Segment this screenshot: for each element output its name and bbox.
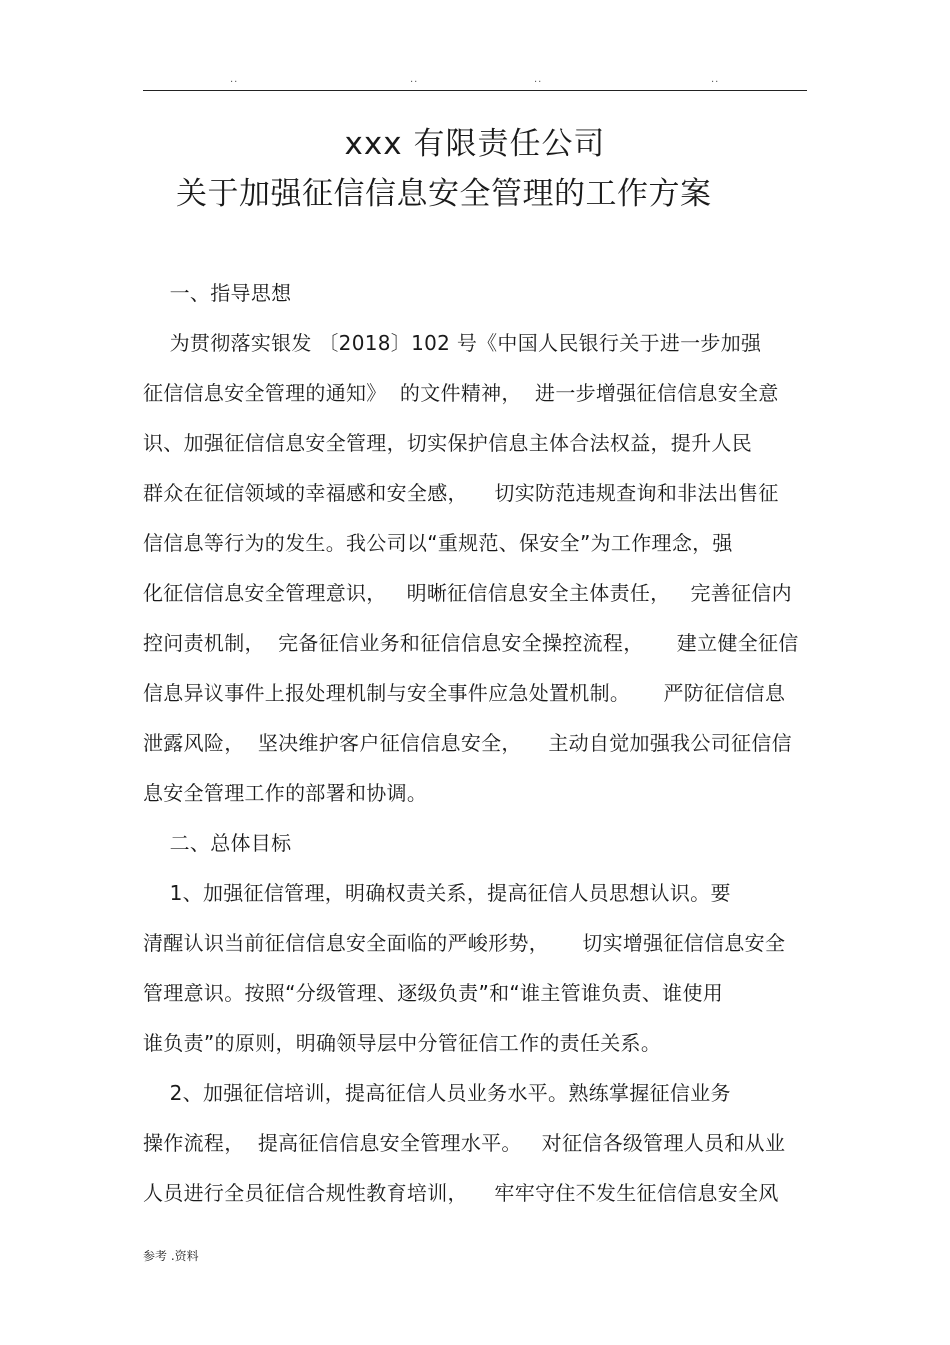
paragraph-line: 泄露风险， 坚决维护客户征信信息安全， 主动自觉加强我公司征信信	[143, 731, 792, 755]
page-header-dots	[0, 74, 950, 88]
paragraph-line: 控问责机制， 完备征信业务和征信信息安全操控流程， 建立健全征信	[143, 631, 799, 655]
paragraph-line: 管理意识。按照“分级管理、逐级负责”和“谁主管谁负责、谁使用	[143, 981, 724, 1005]
paragraph-line: 1、加强征信管理，明确权责关系，提高征信人员思想认识。要	[143, 881, 731, 905]
paragraph-line: 清醒认识当前征信信息安全面临的严峻形势， 切实增强征信信息安全	[143, 931, 786, 955]
header-dot-4: ..	[711, 74, 720, 85]
paragraph-line: 信信息等行为的发生。我公司以“重规范、保安全”为工作理念，强	[143, 531, 733, 555]
paragraph-line: 征信信息安全管理的通知》 的文件精神， 进一步增强征信信息安全意	[143, 381, 779, 405]
page-footer-label: 参考 .资料	[143, 1249, 199, 1263]
paragraph-line: 化征信信息安全管理意识， 明晰征信信息安全主体责任， 完善征信内	[143, 581, 792, 605]
document-title-subject: 关于加强征信信息安全管理的工作方案	[176, 176, 712, 212]
paragraph-line: 识、加强征信信息安全管理，切实保护信息主体合法权益，提升人民	[143, 431, 752, 455]
header-divider	[143, 90, 807, 91]
document-title-company: xxx 有限责任公司	[344, 126, 606, 162]
paragraph-line: 群众在征信领域的幸福感和安全感， 切实防范违规查询和非法出售征	[143, 481, 779, 505]
section-heading-overall-goals: 二、总体目标	[143, 831, 292, 855]
paragraph-line: 为贯彻落实银发 〔2018〕102 号《中国人民银行关于进一步加强	[143, 331, 762, 355]
section-heading-guiding-ideology: 一、指导思想	[143, 281, 292, 305]
paragraph-line: 信息异议事件上报处理机制与安全事件应急处置机制。 严防征信信息	[143, 681, 786, 705]
paragraph-line: 谁负责”的原则，明确领导层中分管征信工作的责任关系。	[143, 1031, 662, 1055]
paragraph-line: 操作流程， 提高征信信息安全管理水平。 对征信各级管理人员和从业	[143, 1131, 786, 1155]
header-dot-3: ..	[534, 74, 543, 85]
header-dot-1: ..	[230, 74, 239, 85]
document-body	[143, 270, 807, 1220]
paragraph-line: 息安全管理工作的部署和协调。	[143, 781, 428, 805]
paragraph-line: 2、加强征信培训，提高征信人员业务水平。熟练掌握征信业务	[143, 1081, 731, 1105]
paragraph-line: 人员进行全员征信合规性教育培训， 牢牢守住不发生征信信息安全风	[143, 1181, 779, 1205]
header-dot-2: ..	[410, 74, 419, 85]
